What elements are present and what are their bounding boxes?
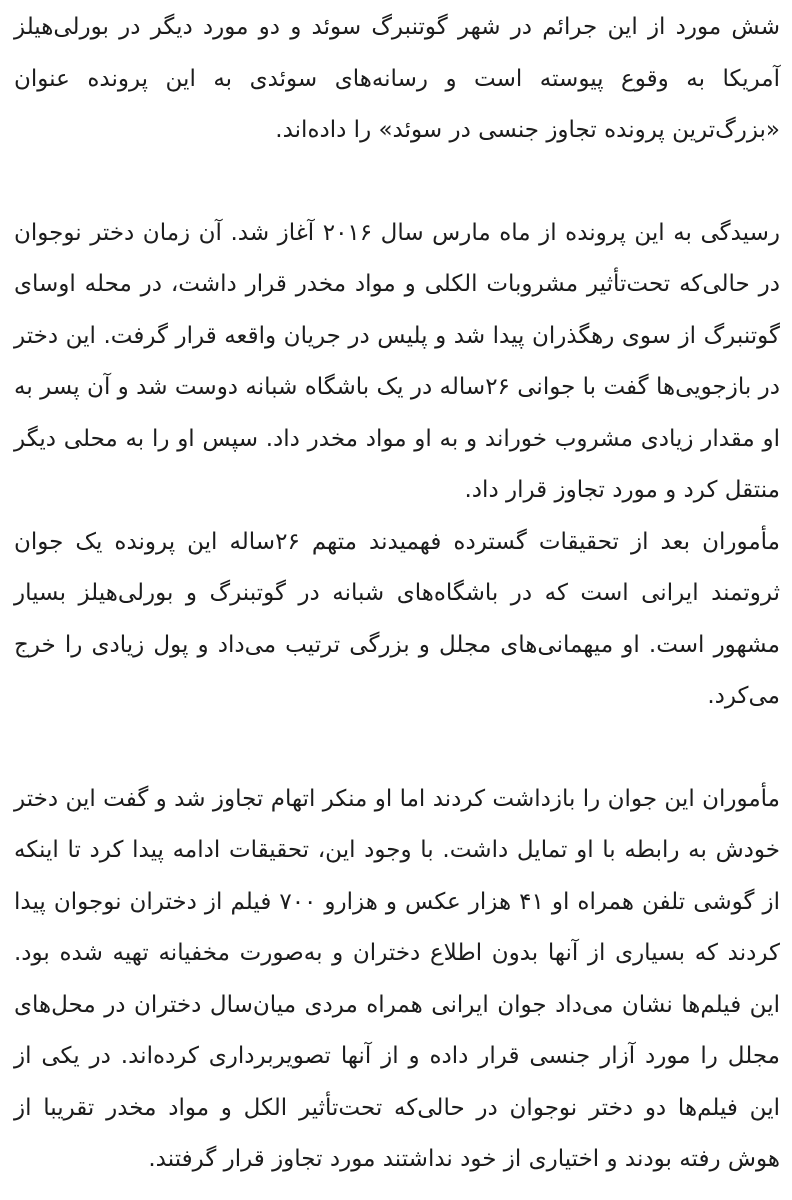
paragraph-2: رسیدگی به این پرونده از ماه مارس سال ۲۰۱۶ آغاز شد. آن زمان دختر نوجوان در حالی‌که تحت‌تأثیر مشروبات الکلی و مواد مخدر قرار داشت، در محله اوسای گوتنبرگ از سوی رهگذران پیدا شد و پلیس در جریان واقعه قرار گرفت. این دختر در بازجویی‌ها گفت با جوانی ۲۶ساله در یک باشگاه شبانه دوست شد و آن پسر به او مقدار زیادی مشروب خوراند و به او مواد مخدر داد. سپس او را به محلی دیگر منتقل کرد و مورد تجاوز قرار داد.: [14, 219, 780, 503]
article-body: [14, 0, 780, 1186]
paragraph-3: مأموران بعد از تحقیقات گسترده فهمیدند متهم ۲۶ساله این پرونده یک جوان ثروتمند ایرانی است که در باشگاه‌های شبانه در گوتبنرگ و بورلی‌هیلز بسیار مشهور است. او میهمانی‌های مجلل و بزرگی ترتیب می‌داد و پول زیادی را خرج می‌کرد.: [14, 528, 780, 709]
paragraph-1: شش مورد از این جرائم در شهر گوتنبرگ سوئد و دو مورد دیگر در بورلی‌هیلز آمریکا به وقوع پیوسته است و رسانه‌های سوئدی به این پرونده عنوان «بزرگ‌ترین پرونده تجاوز جنسی در سوئد» را داده‌اند.: [14, 14, 780, 143]
paragraph-4: مأموران این جوان را بازداشت کردند اما او منکر اتهام تجاوز شد و گفت این دختر خودش به رابطه با او تمایل داشت. با وجود این، تحقیقات ادامه پیدا کرد تا اینکه از گوشی تلفن همراه او ۴۱ هزار عکس و هزارو ۷۰۰ فیلم از دختران نوجوان پیدا کردند که بسیاری از آنها بدون اطلاع دختران و به‌صورت مخفیانه تهیه شده بود. این فیلم‌ها نشان می‌داد جوان ایرانی همراه مردی میان‌سال دختران در محل‌های مجلل را مورد آزار جنسی قرار داده و از آنها تصویربرداری کرده‌اند. در یکی از این فیلم‌ها دو دختر نوجوان در حالی‌که تحت‌تأثیر الکل و مواد مخدر تقریبا از هوش رفته بودند و اختیاری از خود نداشتند مورد تجاوز قرار گرفتند.: [14, 785, 781, 1172]
